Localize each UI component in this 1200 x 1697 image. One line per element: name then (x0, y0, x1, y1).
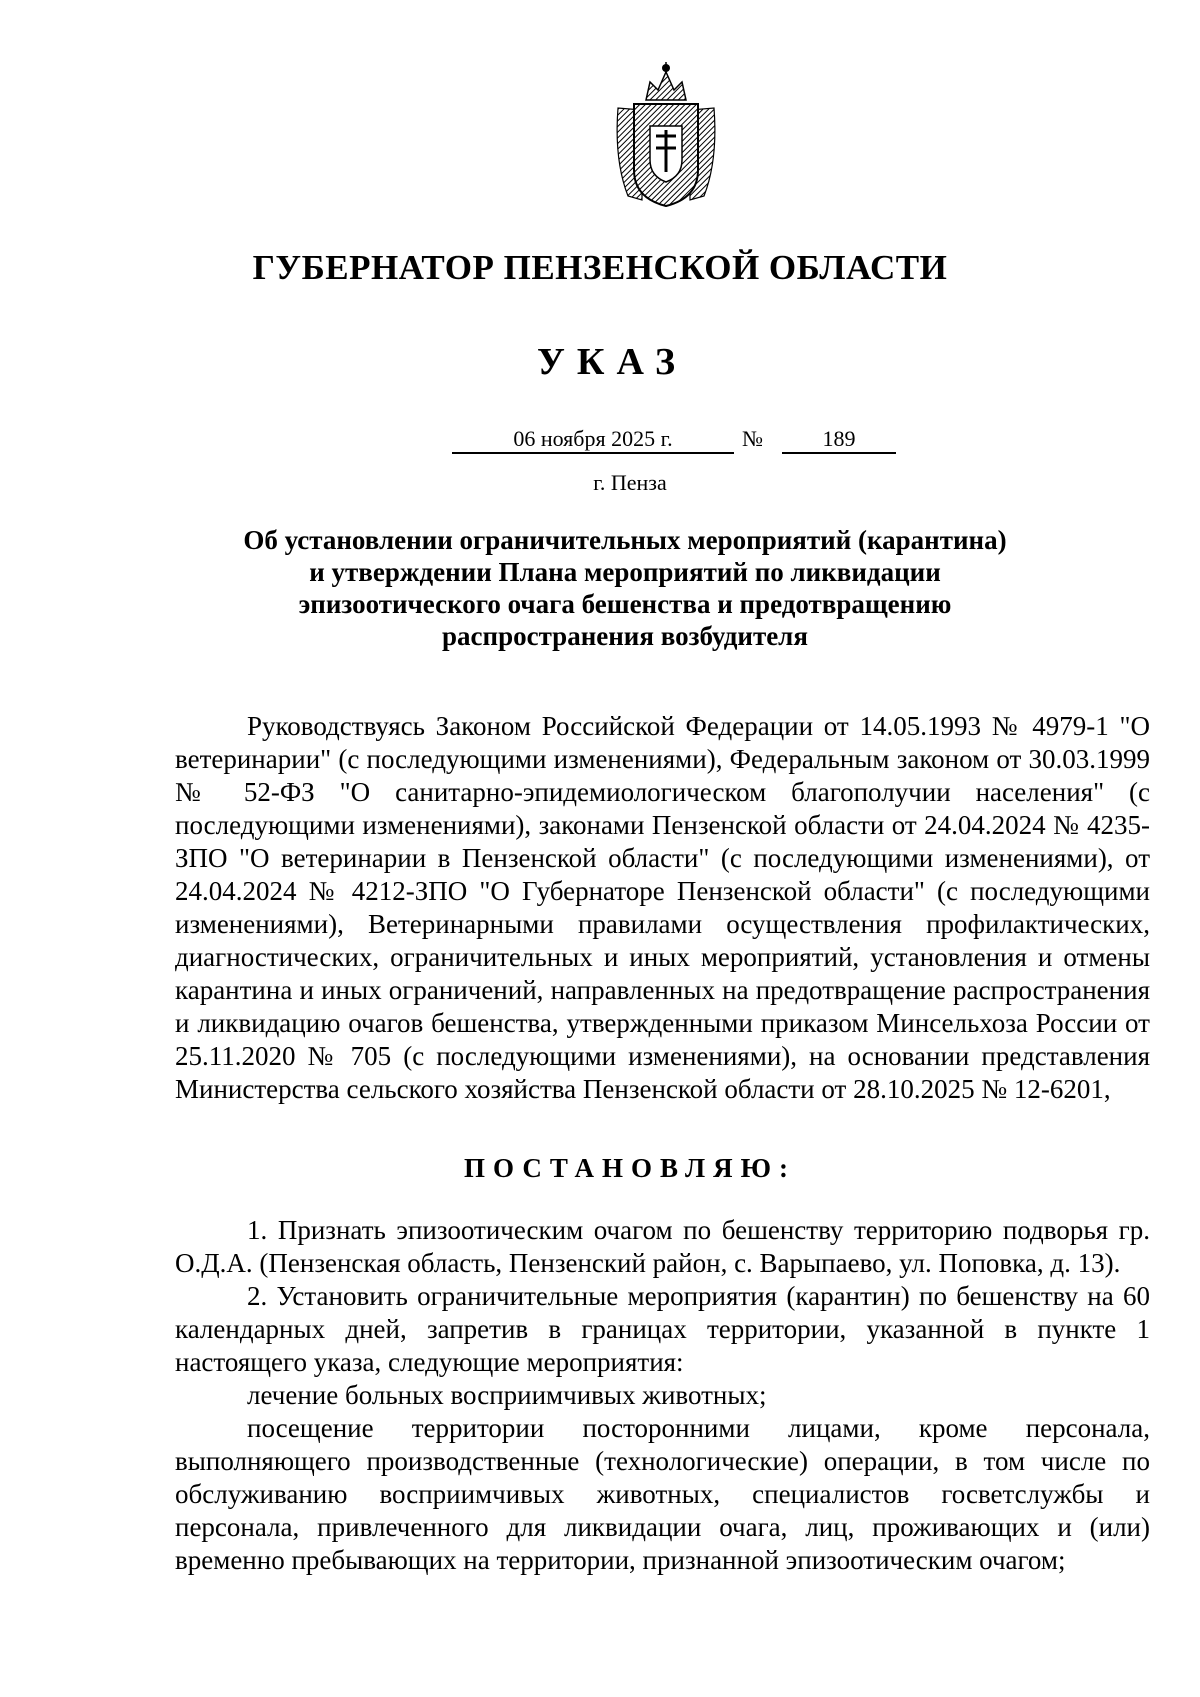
coat-of-arms-emblem-icon (610, 60, 722, 208)
issue-city: г. Пенза (593, 470, 667, 495)
provision-paragraph: 2. Установить ограничительные мероприятия (карантин) по бешенству на 60 календарных дней, запретив в границах территории, указанной в пункте 1 настоящего указа, следующие мероприятия: (175, 1281, 1150, 1377)
document-number: 189 (782, 426, 896, 454)
preamble-paragraph: Руководствуясь Законом Российской Федерации от 14.05.1993 № 4979-1 "О ветеринарии" (с последующими изменениями), Федеральным законом от 30.03.1999 № 52-ФЗ "О санитарно-эпидемиологическом благополучии населения" (с последующими изменениями), законами Пензенской области от 24.04.2024 № 4235-ЗПО "О ветеринарии в Пензенской области" (с последующими изменениями), от 24.04.2024 № 4212-ЗПО "О Губернаторе Пензенской области" (с последующими изменениями), Ветеринарными правилами осуществления профилактических, диагностических, ограничительных и иных мероприятий, установления и отмены карантина и иных ограничений, направленных на предотвращение распространения и ликвидацию очагов бешенства, утвержденными приказом Минсельхоза России от 25.11.2020 № 705 (с последующими изменениями), на основании представления Министерства сельского хозяйства Пензенской области от 28.10.2025 № 12-6201, (175, 711, 1150, 1104)
provision-paragraph: 1. Признать эпизоотическим очагом по бешенству территорию подворья гр. О.Д.А. (Пензенская область, Пензенский район, с. Варыпаево, ул. Поповка, д. 13). (175, 1215, 1150, 1278)
title-line: распространения возбудителя (442, 621, 808, 651)
title-line: эпизоотического очага бешенства и предотвращению (298, 589, 952, 619)
issuing-authority: ГУБЕРНАТОР ПЕНЗЕНСКОЙ ОБЛАСТИ (252, 248, 948, 287)
document-title (175, 524, 1075, 652)
provisions-section (175, 1214, 1150, 1577)
number-sign: № (742, 426, 763, 451)
provision-paragraph: лечение больных восприимчивых животных; (247, 1380, 767, 1410)
decree-heading: ПОСТАНОВЛЯЮ: (464, 1153, 796, 1183)
title-line: Об установлении ограничительных мероприятий (карантина) (243, 525, 1007, 555)
provision-paragraph: посещение территории посторонними лицами, кроме персонала, выполняющего производственные (технологические) операции, в том числе по обслуживанию восприимчивых животных, специалистов госветслужбы и персонала, привлеченного для ликвидации очага, лиц, проживающих и (или) временно пребывающих на территории, признанной эпизоотическим очагом; (175, 1413, 1150, 1575)
document-type: УКАЗ (537, 341, 687, 383)
preamble-section (175, 710, 1150, 1106)
document-date: 06 ноября 2025 г. (452, 426, 734, 454)
title-line: и утверждении Плана мероприятий по ликвидации (309, 557, 941, 587)
